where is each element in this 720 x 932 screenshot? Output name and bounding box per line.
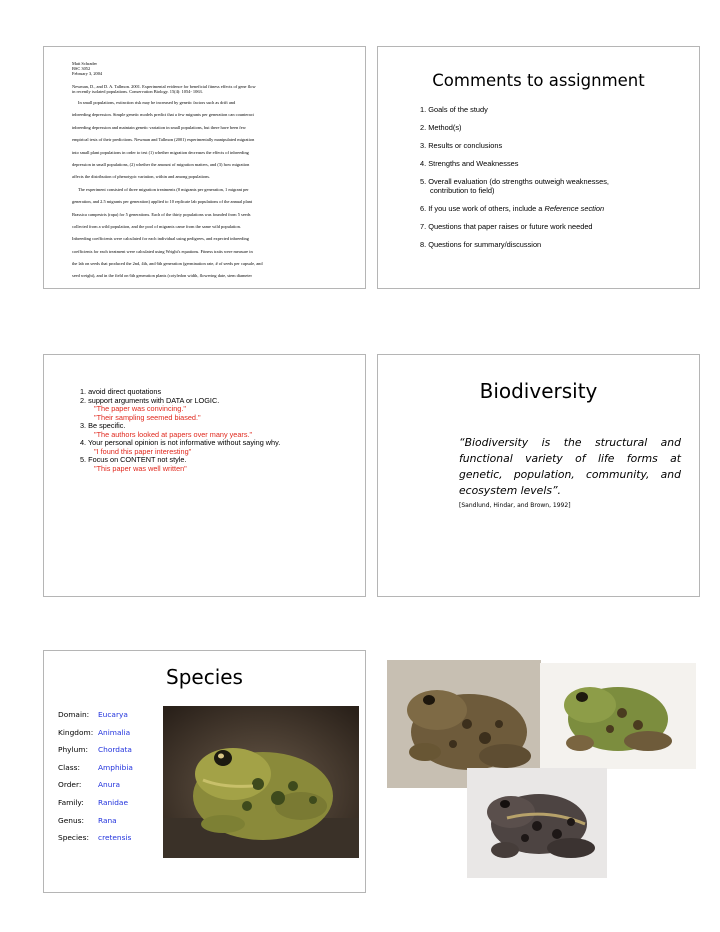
tip-item: 4. Your personal opinion is not informative without saying why. — [80, 438, 281, 447]
reference-line: in recently isolated populations. Conservation Biology. 15(4): 1054- 1063. — [72, 88, 203, 94]
list-item: 8. Questions for summary/discussion — [420, 240, 542, 249]
slide-paper-page — [43, 46, 366, 289]
slide-frog-photos — [377, 650, 700, 893]
taxonomy-row — [58, 816, 133, 834]
list-item-text: 6. If you use work of others, include a — [420, 204, 543, 213]
citation: [Sandlund, Hindar, and Brown, 1992] — [459, 502, 571, 509]
body-line: the lab on seeds that produced the 2nd, 4th, and 6th generation (germination rate, # of seeds per capsule, and — [72, 261, 263, 267]
list-item — [420, 177, 689, 195]
rank-value: cretensis — [98, 833, 132, 843]
body-line: inbreeding depression and maintain genetic variation in small populations, but there have been few — [72, 124, 246, 130]
rank-label: Domain: — [58, 710, 90, 719]
taxonomy-row — [58, 763, 133, 781]
frog-photo-green — [540, 663, 696, 769]
body-line: Inbreeding coefficients were calculated for each individual using pedigrees, and expected inbreeding — [72, 236, 249, 242]
rank-value: Rana — [98, 815, 117, 825]
tips-list — [80, 388, 359, 473]
rank-label: Class: — [58, 762, 80, 772]
rank-value: Ranidae — [98, 797, 129, 807]
list-item-emphasis: Reference section — [544, 204, 605, 213]
comment-list — [420, 105, 689, 258]
frog-photo — [163, 706, 359, 858]
body-line: seed weight), and in the field on 6th generation plants (cotyledon width, flowering date, stem diameter — [72, 273, 252, 279]
taxonomy-row — [58, 798, 133, 816]
rank-value: Anura — [98, 780, 120, 790]
reference-line: Newman, D., and D. A. Tallmon. 2001. Experimental evidence for beneficial fitness effects of gene flow — [72, 83, 256, 89]
definition-quote: “Biodiversity is the structural and functional variety of life forms at genetic, population, community, and ecosystem levels”. — [459, 436, 681, 497]
body-line: affects the distribution of phenotypic variation, within and among populations. — [72, 174, 211, 180]
slide-species — [43, 650, 366, 893]
tip-item: 5. Focus on CONTENT not style. — [80, 455, 187, 464]
list-item: 4. Strengths and Weaknesses — [420, 159, 519, 168]
taxonomy-table — [58, 710, 133, 851]
paper-reference — [72, 84, 342, 94]
paper-date: February 3, 2004 — [72, 71, 103, 77]
rank-label: Order: — [58, 780, 82, 790]
slide-biodiversity — [377, 354, 700, 597]
paper-body — [72, 100, 342, 279]
frog-photo-image — [540, 663, 696, 769]
taxonomy-row — [58, 745, 133, 763]
taxonomy-row — [58, 833, 133, 851]
rank-label: Kingdom: — [58, 727, 94, 737]
paper-text — [72, 61, 342, 286]
list-item-text: 5. Overall evaluation (do strengths outweigh weaknesses, — [420, 177, 609, 186]
body-line: coefficients for each treatment were calculated using Wright's equations. Fitness traits were measure in — [72, 248, 253, 254]
tip-example: "The authors looked at papers over many years." — [94, 429, 253, 439]
tip-item: 3. Be specific. — [80, 421, 126, 430]
body-line: into small plant populations in order to test (1) whether migration decreases the effects of inbreeding — [72, 149, 249, 155]
slide-title: Biodiversity — [479, 379, 598, 403]
rank-label: Species: — [58, 833, 89, 843]
slide-title: Comments to assignment — [432, 71, 645, 90]
body-line: inbreeding depression. Simple genetic models predict that a few migrants per generation can counteract — [72, 112, 254, 118]
list-item: 2. Method(s) — [420, 123, 462, 132]
body-line: Brassica campestris (rapa) for 5 generations. Each of the thirty populations was founded from 5 seeds — [72, 211, 251, 217]
frog-photo-image — [467, 768, 607, 878]
rank-value: Chordata — [98, 745, 132, 755]
list-item: 1. Goals of the study — [420, 105, 488, 114]
taxonomy-row — [58, 780, 133, 798]
slide-comments — [377, 46, 700, 289]
tip-item: 2. support arguments with DATA or LOGIC. — [80, 395, 220, 405]
tip-example: "I found this paper interesting" — [94, 446, 192, 456]
list-item-text: contribution to field) — [430, 186, 495, 195]
frog-photo-image — [163, 706, 359, 858]
slide-writing-tips — [43, 354, 366, 597]
list-item — [420, 204, 689, 213]
slide-title: Species — [166, 665, 243, 689]
frog-photo-spotted — [467, 768, 607, 878]
body-line: collected from a wild population, and the pool of migrants came from the same wild population. — [72, 223, 241, 229]
rank-label: Family: — [58, 797, 84, 807]
course-code: BSC 3052 — [72, 66, 91, 72]
tip-item: 1. avoid direct quotations — [80, 387, 162, 396]
author-name: Matt Schrader — [72, 61, 97, 66]
taxonomy-row — [58, 710, 133, 728]
list-item: 7. Questions that paper raises or future work needed — [420, 222, 593, 231]
list-item: 3. Results or conclusions — [420, 141, 503, 150]
tip-example: "This paper was well written" — [94, 463, 187, 473]
rank-value: Eucarya — [98, 710, 128, 719]
paper-header — [72, 61, 342, 77]
taxonomy-row — [58, 728, 133, 746]
body-line: generation, and 2.5 migrants per generation) applied to 10 replicate lab populations of the annual plant — [72, 199, 253, 205]
rank-value: Animalia — [98, 727, 131, 737]
rank-label: Genus: — [58, 815, 84, 825]
rank-label: Phylum: — [58, 745, 88, 755]
tip-example: "Their sampling seemed biased." — [94, 412, 201, 422]
body-line: empirical tests of their predictions. Newman and Tallmon (2001) experimentally manipulated migration — [72, 137, 255, 143]
tip-example: "The paper was convincing." — [94, 404, 186, 413]
rank-value: Amphibia — [98, 762, 133, 772]
body-line: depression in small populations, (2) whether the amount of migration matters, and (3) how migration — [72, 161, 250, 167]
body-line: The experiment consisted of three migration treatments (0 migrants per generation, 1 migrant per — [78, 186, 249, 192]
body-line: In small populations, extinction risk may be increased by genetic factors such as drift and — [78, 100, 236, 106]
